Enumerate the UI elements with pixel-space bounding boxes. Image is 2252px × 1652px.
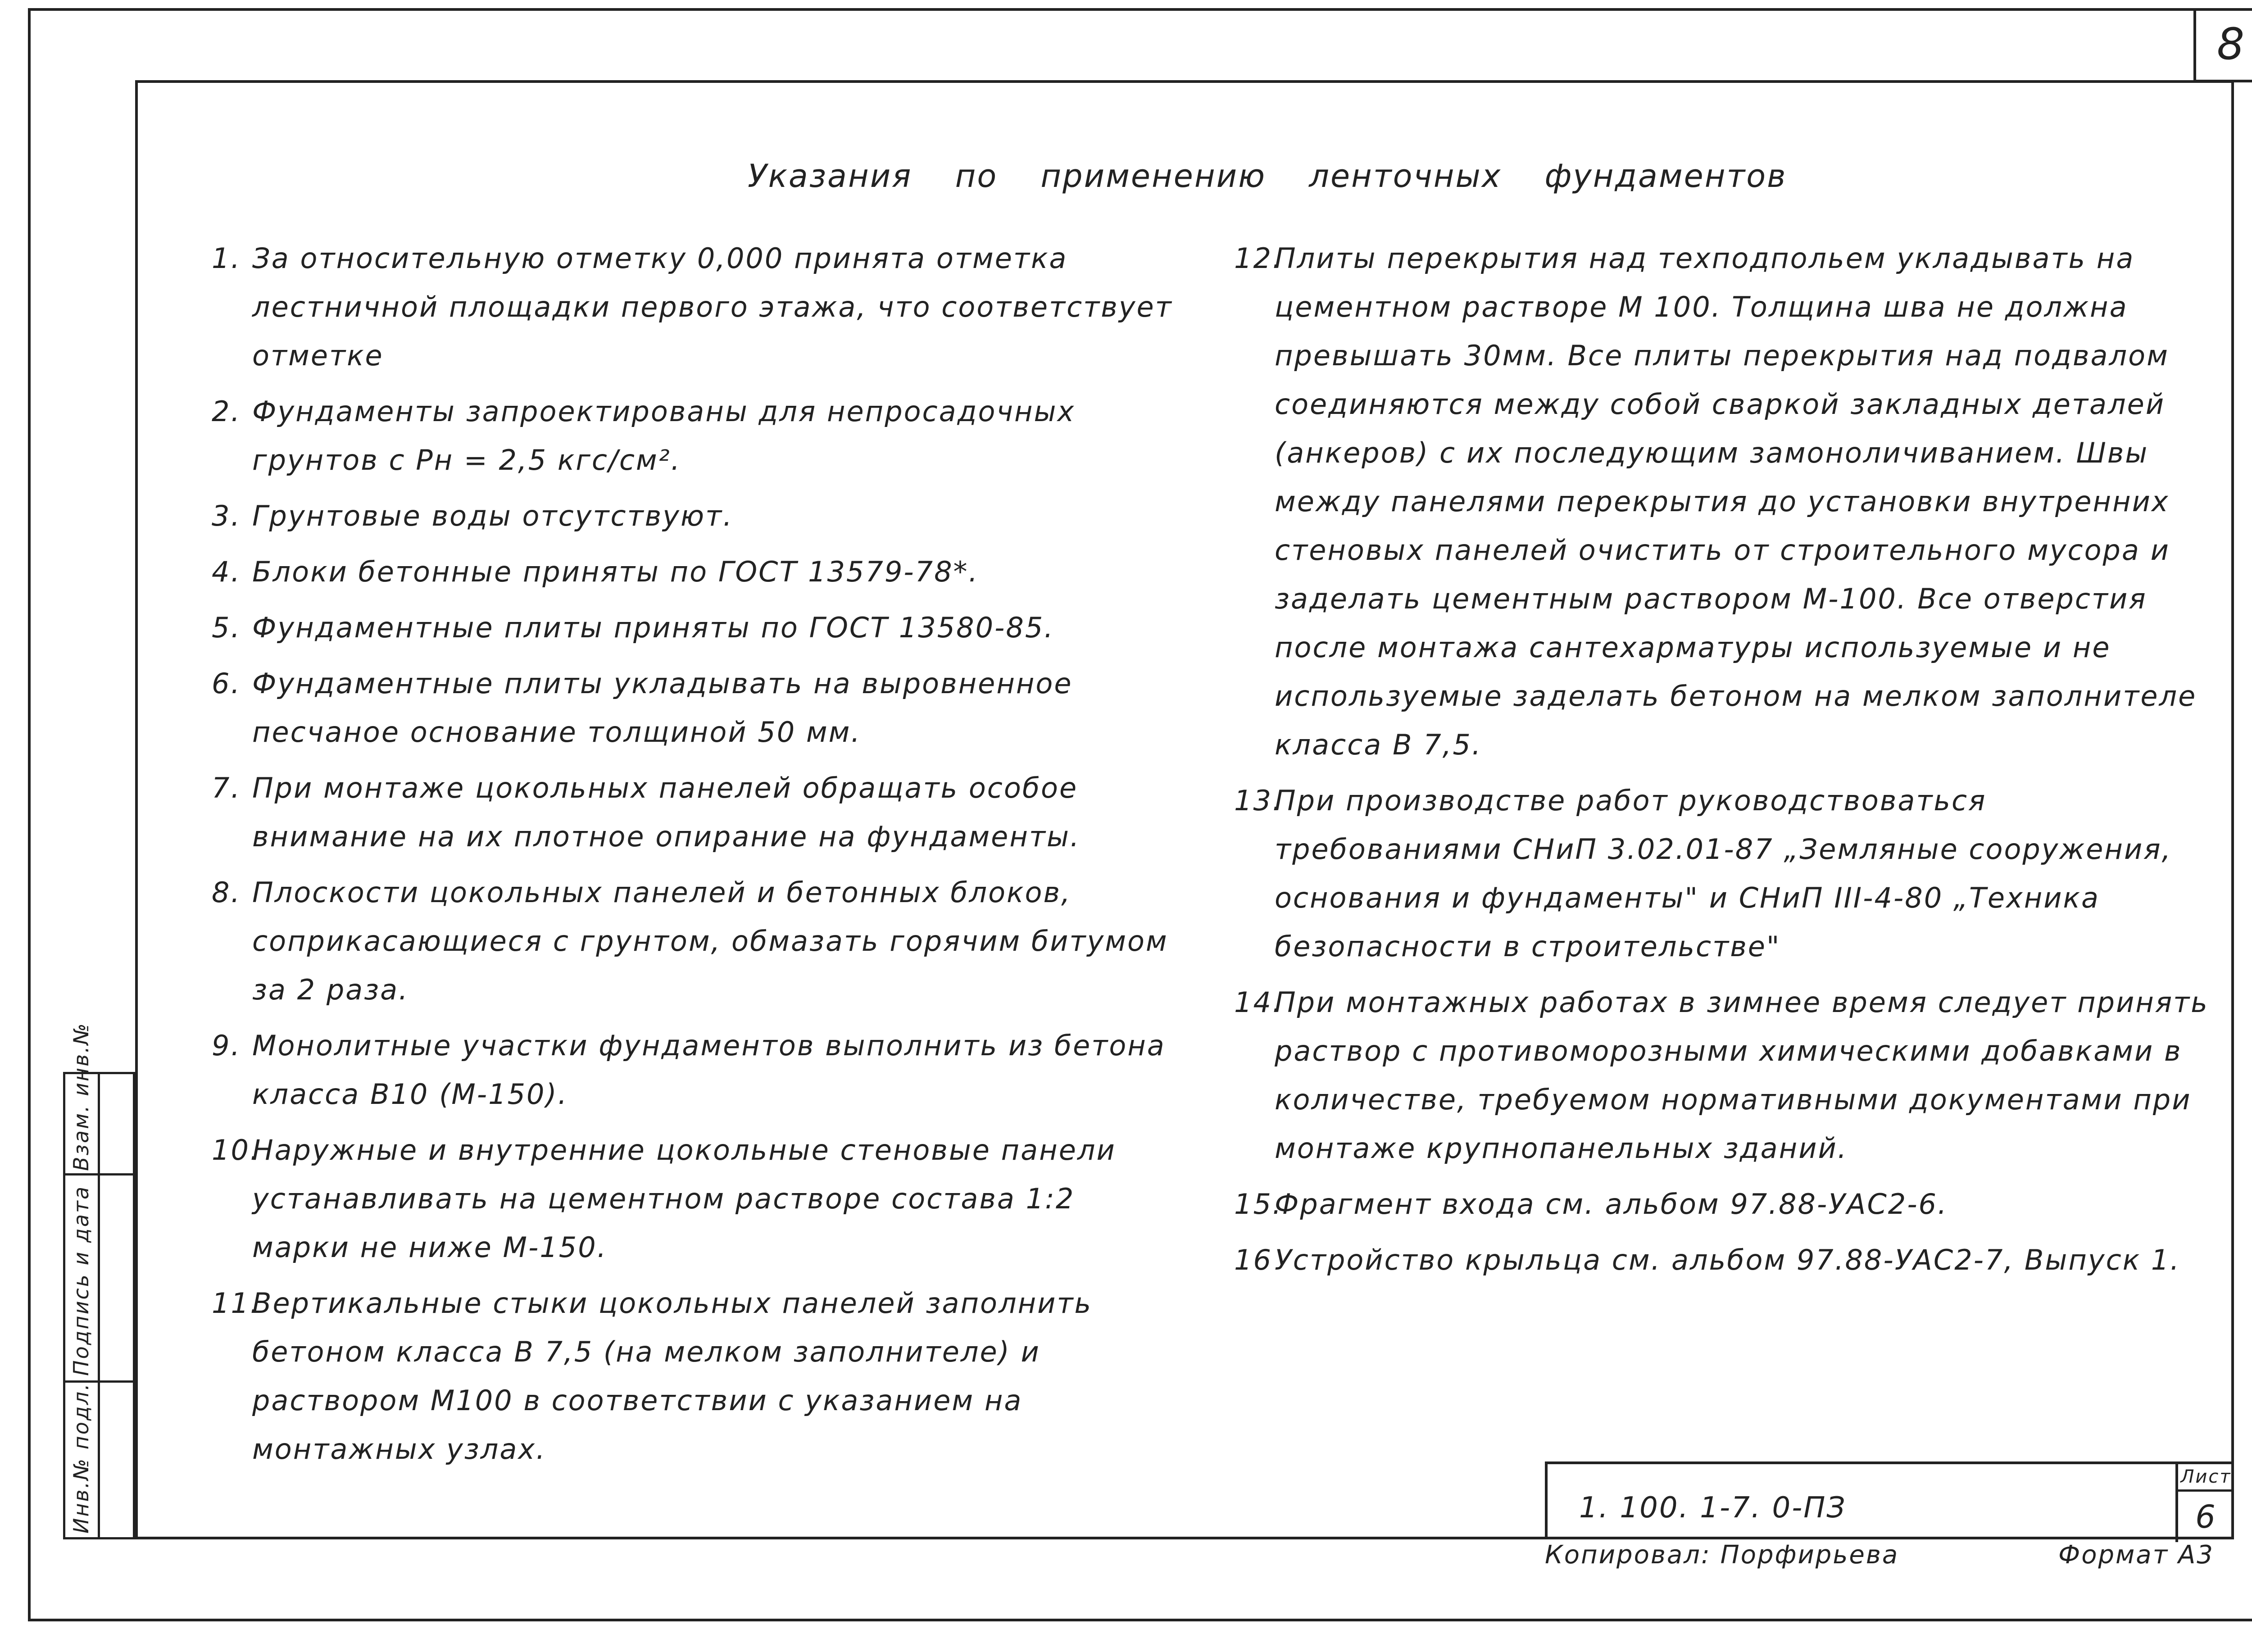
list-item: 7. При монтаже цокольных панелей обращать особое внимание на их плотное опирание на фундаменты. [212, 772, 1081, 853]
list-item: 6. Фундаментные плиты укладывать на выровненное песчаное основание толщиной 50 мм. [212, 667, 1073, 749]
list-item: 11. Вертикальные стыки цокольных панелей заполнить бетоном класса В 7,5 (на мелком заполнителе) и раствором М100 в соответствии с указанием на монтажных узлах. [212, 1287, 1093, 1466]
instructions-list-right [1234, 234, 2216, 1292]
inv-podl-label: Инв.№ подл. [69, 1382, 93, 1534]
sheet-label: Лист [2178, 1464, 2234, 1492]
list-item: 2. Фундаменты запроектированы для непросадочных грунтов с Pн = 2,5 кгс/см². [212, 395, 1076, 477]
list-item: 16 Устройство крыльца см. альбом 97.88-УАС2-7, Выпуск 1. [1234, 1244, 2181, 1276]
vzam-inv-label: Взам. инв.№ [69, 1022, 93, 1171]
list-item: 9. Монолитные участки фундаментов выполнить из бетона класса В10 (М-150). [212, 1029, 1166, 1111]
list-item: 10. Наружные и внутренние цокольные стеновые панели устанавливать на цементном растворе состава 1:2 марки не ниже М-150. [212, 1134, 1116, 1264]
sheet-number: 8 [2193, 8, 2252, 82]
sheet-cell [2175, 1464, 2234, 1542]
list-item: 14. При монтажных работах в зимнее время следует принять раствор с противоморозными химическими добавками в количестве, требуемом нормативными документами при монтаже крупнопанельных зданий. [1234, 986, 2209, 1165]
paper-format: Формат А3 [2058, 1540, 2214, 1570]
list-item: 12. Плиты перекрытия над техподпольем укладывать на цементном растворе М 100. Толщина шва не должна превышать 30мм. Все плиты перекрытия над подвалом соединяются между собой сваркой закладных деталей (анкеров) с их последующим замоноличиванием. Швы между панелями перекрытия до установки внутренних стеновых панелей очистить от строительного мусора и заделать цементным раствором М-100. Все отверстия после монтажа сантехарматуры используемые и не используемые заделать бетоном на мелком заполнителе класса В 7,5. [1234, 242, 2197, 761]
document-title: Указания по применению ленточных фундаментов [748, 158, 1787, 195]
title-block [1545, 1461, 2234, 1539]
list-item: 5. Фундаментные плиты приняты по ГОСТ 13580-85. [212, 611, 1054, 644]
document-code: 1. 100. 1-7. 0-ПЗ [1579, 1491, 1847, 1525]
stamp-strip [63, 1022, 135, 1539]
list-item: 3. Грунтовые воды отсутствуют. [212, 499, 733, 532]
strip-column-divider [98, 1074, 100, 1537]
list-item: 4. Блоки бетонные приняты по ГОСТ 13579-78*. [212, 555, 979, 588]
podpis-data-label: Подпись и дата [69, 1185, 93, 1376]
list-item: 1. За относительную отметку 0,000 принята отметка лестничной площадки первого этажа, что соответствует отметке [212, 242, 1173, 372]
list-item: 15. Фрагмент входа см. альбом 97.88-УАС2-6. [1234, 1188, 1948, 1221]
list-item: 13. При производстве работ руководствоваться требованиями СНиП 3.02.01-87 „Земляные сооружения, основания и фундаменты" и СНиП III-4-80 „Техника безопасности в строительстве" [1234, 784, 2172, 963]
copied-by: Копировал: Порфирьева [1545, 1540, 1899, 1570]
sheet-value: 6 [2195, 1498, 2217, 1535]
instructions-list-left [212, 234, 1180, 1481]
list-item: 8. Плоскости цокольных панелей и бетонных блоков, соприкасающиеся с грунтом, обмазать горячим битумом за 2 раза. [212, 876, 1168, 1006]
strip-row-divider [65, 1173, 133, 1175]
